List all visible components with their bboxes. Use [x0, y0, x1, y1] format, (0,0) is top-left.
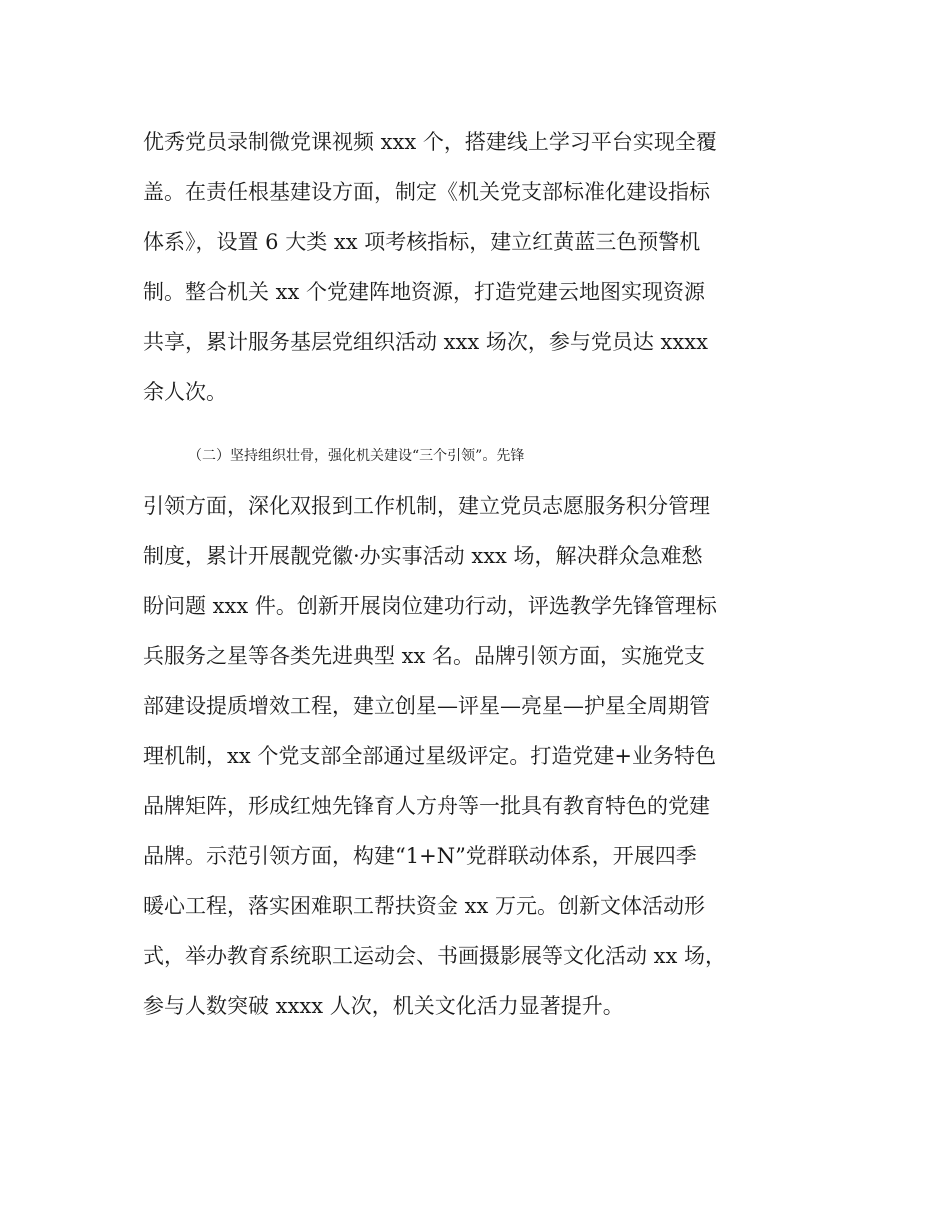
- paragraph-line: 兵服务之星等各类先进典型 xx 名。品牌引领方面，实施党支: [143, 644, 706, 668]
- paragraph-line: 盼问题 xxx 件。创新开展岗位建功行动，评选教学先锋管理标: [143, 594, 717, 618]
- paragraph-line: 盖。在责任根基建设方面，制定《机关党支部标准化建设指标: [143, 180, 710, 204]
- paragraph-line: 制。整合机关 xx 个党建阵地资源，打造党建云地图实现资源: [143, 280, 706, 304]
- paragraph-line: 式，举办教育系统职工运动会、书画摄影展等文化活动 xx 场，: [143, 944, 727, 968]
- paragraph-line: 参与人数突破 xxxx 人次，机关文化活力显著提升。: [143, 994, 624, 1018]
- paragraph-line: 优秀党员录制微党课视频 xxx 个，搭建线上学习平台实现全覆: [143, 130, 717, 154]
- paragraph-line: 共享，累计服务基层党组织活动 xxx 场次，参与党员达 xxxx: [143, 330, 708, 354]
- paragraph-line: 体系》，设置 6 大类 xx 项考核指标，建立红黄蓝三色预警机: [143, 230, 701, 254]
- paragraph-line: 品牌矩阵，形成红烛先锋育人方舟等一批具有教育特色的党建: [143, 794, 710, 818]
- paragraph-line: （二）坚持组织壮骨，强化机关建设“三个引领”。先锋: [188, 448, 525, 464]
- paragraph-line: 余人次。: [143, 380, 227, 404]
- paragraph-line: 引领方面，深化双报到工作机制，建立党员志愿服务积分管理: [143, 494, 710, 518]
- paragraph-line: 暖心工程，落实困难职工帮扶资金 xx 万元。创新文体活动形: [143, 894, 706, 918]
- paragraph-line: 品牌。示范引领方面，构建“1+N”党群联动体系，开展四季: [143, 844, 697, 868]
- paragraph-line: 部建设提质增效工程，建立创星—评星—亮星—护星全周期管: [143, 694, 710, 718]
- paragraph-line: 制度，累计开展靓党徽·办实事活动 xxx 场，解决群众急难愁: [143, 544, 703, 568]
- paragraph-line: 理机制，xx 个党支部全部通过星级评定。打造党建+业务特色: [143, 744, 716, 768]
